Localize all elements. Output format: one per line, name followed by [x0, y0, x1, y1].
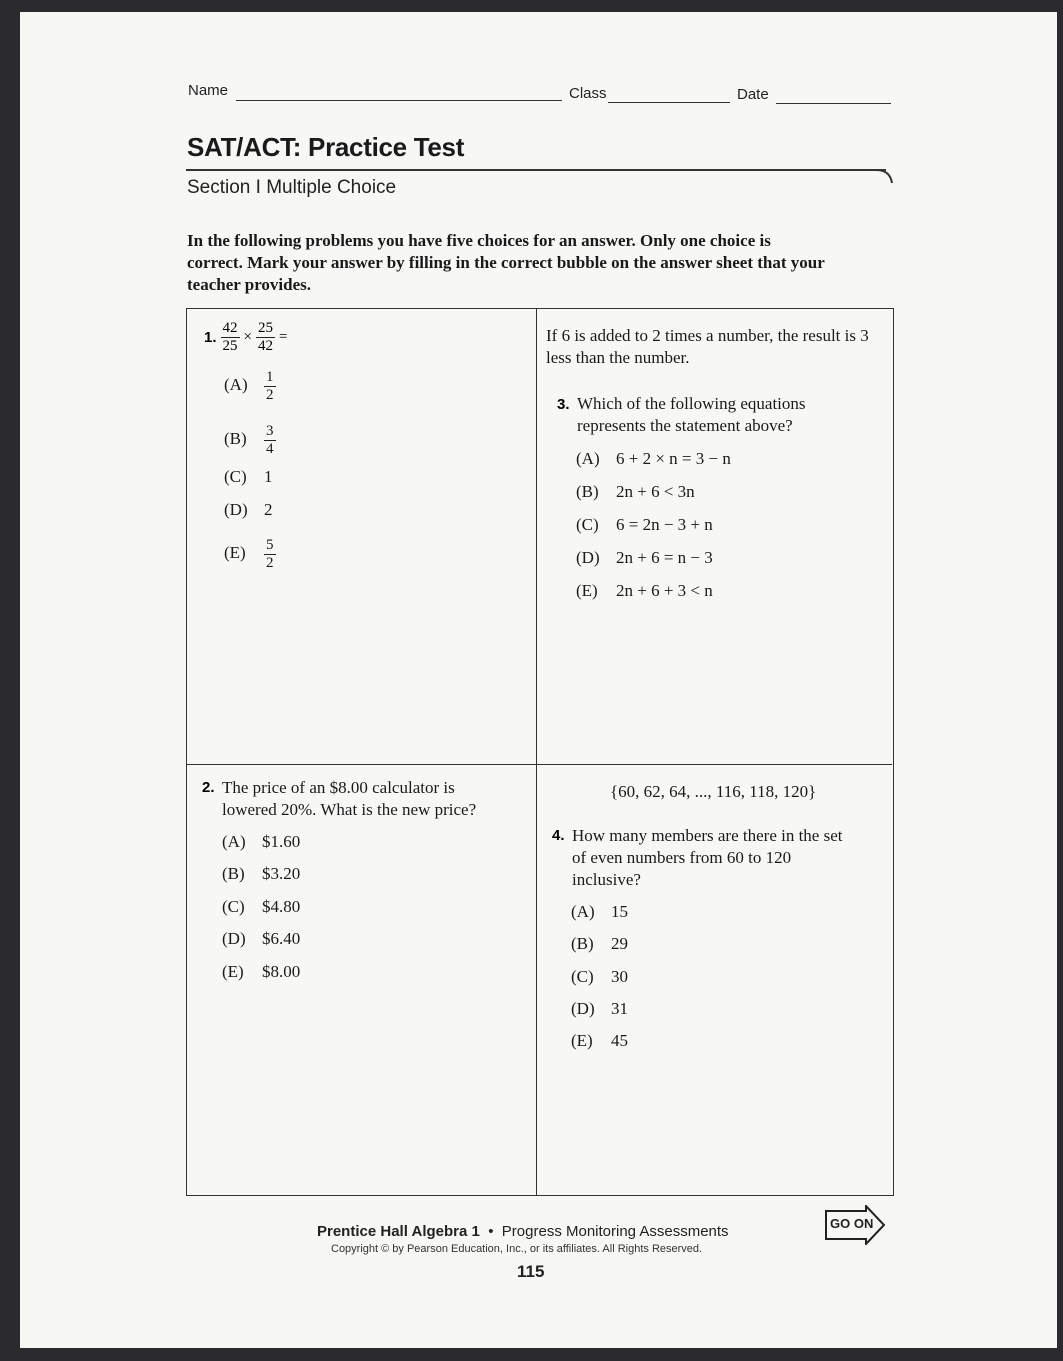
class-label: Class [569, 85, 607, 102]
grid-vertical-divider [536, 309, 537, 1195]
title-rule [186, 169, 886, 171]
date-line [776, 103, 891, 104]
q1-option-d: (D) 2 [224, 500, 273, 519]
q3-option-b: (B) 2n + 6 < 3n [576, 482, 695, 501]
q3-option-d: (D) 2n + 6 = n − 3 [576, 548, 713, 567]
question-grid [186, 308, 894, 1196]
q4-option-c: (C) 30 [571, 967, 628, 986]
q2-option-d: (D) $6.40 [222, 929, 301, 948]
q1-option-c: (C) 1 [224, 467, 273, 486]
q2-option-e: (E) $8.00 [222, 962, 301, 981]
footer-copyright: Copyright © by Pearson Education, Inc., or its affiliates. All Rights Reserved. [331, 1243, 703, 1255]
q1-option-a: (A) $\frac{1}{2}$ [224, 369, 274, 403]
question-1-number: 1. [204, 329, 217, 346]
question-2-text: The price of an $8.00 calculator is lowered 20%. What is the new price? [222, 778, 477, 819]
question-1-expression [204, 320, 287, 355]
worksheet-page [20, 12, 1057, 1348]
q1-option-b: (B) $\frac{3}{4}$ [224, 423, 274, 457]
name-label: Name [188, 82, 229, 99]
fraction-25-42: $\frac{25}{42}$ [257, 320, 273, 354]
fraction-42-25: $\frac{42}{25}$ [222, 320, 238, 354]
q2-option-a: (A) $1.60 [222, 832, 301, 851]
question-3-number: 3. [557, 396, 570, 413]
section-heading: Section I Multiple Choice [187, 177, 397, 198]
date-label: Date [737, 86, 769, 103]
question-4-text: How many members are there in the set of even numbers from 60 to 120 inclusive? [572, 826, 843, 889]
times-sign: × [243, 329, 252, 345]
q2-option-b: (B) $3.20 [222, 864, 301, 883]
q3-option-c: (C) 6 = 2n − 3 + n [576, 515, 713, 534]
equals-sign: = [278, 329, 288, 345]
grid-horizontal-divider [186, 764, 892, 765]
page-title: SAT/ACT: Practice Test [187, 132, 465, 162]
q4-option-d: (D) 31 [571, 999, 628, 1018]
q2-option-c: (C) $4.80 [222, 897, 301, 916]
question-4-number: 4. [552, 827, 565, 844]
footer-title: Prentice Hall Algebra 1 • Progress Monitoring Assessments [317, 1223, 729, 1240]
question-4-set: {60, 62, 64, ..., 116, 118, 120} [610, 782, 817, 801]
instructions: In the following problems you have five choices for an answer. Only one choice is correct. Mark your answer by filling in the correct bubble on the answer sheet that your teacher provides. [187, 231, 825, 294]
name-line [236, 100, 562, 101]
q3-option-e: (E) 2n + 6 + 3 < n [576, 581, 713, 600]
page-number: 115 [517, 1262, 545, 1281]
q4-option-e: (E) 45 [571, 1031, 628, 1050]
question-2-number: 2. [202, 779, 215, 796]
q4-option-b: (B) 29 [571, 934, 628, 953]
go-on-label: GO ON [830, 1216, 874, 1231]
rule-curl [876, 165, 898, 189]
q4-option-a: (A) 15 [571, 902, 628, 921]
question-3-text: Which of the following equations represents the statement above? [577, 394, 806, 435]
class-line [608, 102, 730, 103]
question-3-context: If 6 is added to 2 times a number, the result is 3 less than the number. [546, 326, 869, 367]
q3-option-a: (A) 6 + 2 × n = 3 − n [576, 449, 731, 468]
q1-option-e: (E) $\frac{5}{2}$ [224, 537, 274, 571]
